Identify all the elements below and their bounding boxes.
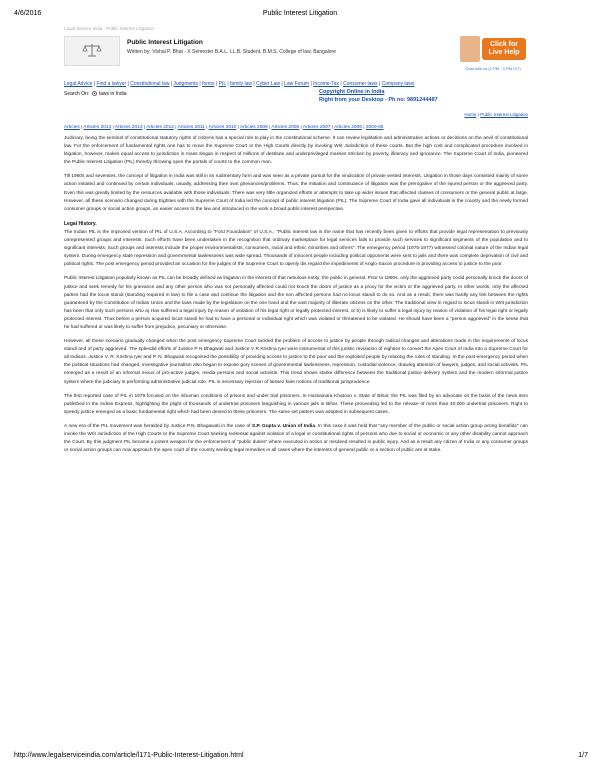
search-label: Search On: (64, 91, 90, 97)
support-avatar (460, 36, 480, 62)
breadcrumb-current[interactable]: Public Interest Litigation (480, 112, 528, 117)
article-link-2000-05[interactable]: 2000-05 (365, 125, 384, 130)
nav-link-constitutional[interactable]: Constitutional law (130, 81, 170, 87)
nav-link-find-lawyer[interactable]: Find a lawyer (96, 81, 127, 87)
chat-status[interactable]: Chat with us (2 PM - 9 PM IST) (465, 66, 521, 71)
author-line: Written by: Vishal P. Bhat - X Semester B.A.L. LL.B, Student, B.M.S. College of law, Bangalore (127, 49, 336, 55)
article-link-2014[interactable]: Articles 2014 (83, 125, 112, 130)
live-help-widget[interactable] (458, 34, 528, 78)
article-link-2008[interactable]: Articles 2008 (271, 125, 300, 130)
nav-link-income-tax[interactable]: Income-Tax (313, 81, 339, 87)
article-link-2011[interactable]: Articles 2011 (177, 125, 205, 130)
article-link-all[interactable]: Articles (64, 125, 80, 130)
nav-link-judgments[interactable]: Judgments (173, 81, 198, 87)
nav-link-cyber-law[interactable]: Cyber Law (256, 81, 280, 87)
breadcrumb-home[interactable]: Home (464, 112, 477, 117)
page-content (64, 26, 528, 461)
scales-icon (82, 43, 102, 57)
search-option-label: laws in India (99, 91, 127, 97)
paragraph-intro: Judiciary, being the sentinel of constitutional statutory rights of citizens has a special role to play in the constitutional scheme. It can review legislation and administrative actions or decisions on the anvil of constitutional law. For the enforcement of fundamental rights one has to move the Supreme Court or the High Courts directly by invoking Writ Jurisdiction of these courts. But the high cost and complicated procedure involved in litigation, however, makes equal access to jurisdiction in mass slogan in respect of millions of destitute and underprivileged masses stricken by poverty, illiteracy and ignorance. The Supreme Court of India, pioneered the Public Interest Litigation (PIL) thereby throwing open the portals of courts to the common man. (64, 136, 528, 166)
nav-link-pil[interactable]: PIL (218, 81, 226, 87)
nav-link-consumer-laws[interactable]: Consumer laws (343, 81, 378, 87)
live-help-button[interactable] (482, 38, 526, 60)
search-row (64, 88, 528, 108)
section-heading-legal-history: Legal History. (64, 220, 97, 227)
article-link-2013[interactable]: Articles 2013 (114, 125, 143, 130)
page-title: Public Interest Litigation (127, 39, 203, 46)
article-link-2012[interactable]: Articles 2012 (146, 125, 174, 130)
article-links: Articles | Articles 2014 | Articles 2013 | Articles 2012 | Articles 2011 | Articles 2010 | Articles 2009 | Articles 2008 | Articles 2007 | Articles 2006 | 2000-05 (64, 125, 384, 130)
paragraph-history-context: Till 1960s and seventies, the concept of litigation in India was still in its rudimentary form and was seen as a private pursuit for the vindication of private vested interests. Litigation in those days consisted mainly of some action initiated and continued by certain individuals, usually, addressing their own grievances/problems. Thus, the initiation and continuance of litigation was the prerogative of the injured person or the aggrieved party. Even this was greatly limited by the resources available with those individuals. There was very little organized efforts or attempts to take up wider issues that affected classes of consumers or the general public at large. However, all these scenario changed during Eighties with the Supreme Court of India led the concept of public interest litigation (PIL). The Supreme Court of India gave all individuals in the country and the newly formed consumer groups or social action groups, an easier access to the law and introduced in the work a broad public interest perspective. (64, 174, 528, 212)
paragraph-indian-pil: The Indian PIL is the improved version of PIL of U.S.A. According to "Ford Foundation" of U.S.A., "Public interest law is the name that has recently been given to efforts that provide legal representation to previously unrepresented groups and interests. Such efforts have been undertaken in the recognition that ordinary marketplace for legal services fails to provide such services to significant segments of the population and to significant interests. Such groups and interests include the proper environmentalists, consumers, racial and ethnic minorities and others". The emergency period (1975-1977) witnessed colonial nature of the Indian legal system. During emergency state repression and governmental lawlessness was wide spread. Thousands of innocent people including political opponents were sent to jails and there was complete deprivation of civil and political rights. The post emergency period provided an occasion for the judges of the Supreme Court to openly dis regard the impediments of Anglo-Saxon procedure in providing access to justice to the poor. (64, 229, 528, 268)
paragraph-post-emergency: However, all these scenario gradually changed when the post emergency Supreme Court tackled the problem of access to justice by people through radical changes and alterations made in the requirements of locus standi and of party aggrieved. The splendid efforts of Justice P N Bhagwati and Justice V R Krishna Iyer were instrumental of this juristic revolution of eighties to convert the Apex Court of India into a Supreme Court for all Indians. Justice V. R. Krishna Iyer and P. N. Bhagwati recognised the possibility of providing access to justice to the poor and the exploited people by relaxing the rules of standing. In the post-emergency period when the political situations had changed, investigative journalism also began to expose gory scenes of governmental lawlessness, repression, custodial violence, drawing attention of lawyers, judges, and social activists. PIL emerged as a result of an informal nexus of pro-active judges, media persons and social activists. This trend shows starke difference between the traditional justice delivery system and the modern informal justice system where the judiciary is performing administrative judicial role. PIL is necessary rejection of laissez faire notions of traditional jurisprudence. (64, 339, 528, 385)
paragraph-new-era (64, 423, 528, 455)
print-title: Public Interest Litigation (262, 10, 338, 17)
copyright-link[interactable]: Copyright Online in India (319, 89, 385, 95)
paragraph-first-case: The first reported case of PIL in 1979 focused on the inhuman conditions of prisons and under trial prisoners. In Hussainara Khatoon v. State of Bihar, the PIL was filed by an advocate on the basis of the news item published in the Indian Express, highlighting the plight of thousands of undertrial prisoners languishing in various jails in Bihar. These proceeding led to the release of more than 40,000 undertrial prisoners. Right to speedy justice emerged as a basic fundamental right which had been denied to these prisoners. The same set pattern was adopted in subsequent cases. (64, 393, 528, 415)
nav-link-company-laws[interactable]: Company laws (381, 81, 415, 87)
print-url: http://www.legalserviceindia.com/article/l171-Public-Interest-Litigation.html (14, 752, 244, 759)
site-header (64, 34, 528, 80)
site-logo[interactable] (64, 36, 120, 66)
live-help-line1: Click for (489, 41, 518, 48)
nav-link-legal-advice[interactable]: Legal Advice (64, 81, 93, 87)
print-page-number: 1/7 (578, 752, 588, 759)
main-nav: Legal Advice | Find a lawyer | Constitutional law | Judgments | forms | PIL | family law | Cyber Law | Law Forum | Income-Tax | Consumer laws | Company laws (64, 81, 415, 87)
nav-link-family-law[interactable]: family law (230, 81, 252, 87)
live-help-line2: Live Help (488, 49, 520, 56)
breadcrumb-sep: \ (477, 112, 479, 117)
search-radio[interactable] (92, 91, 97, 96)
article-body (64, 135, 528, 455)
article-link-2007[interactable]: Articles 2007 (302, 125, 331, 130)
article-link-2009[interactable]: Articles 2009 (239, 125, 268, 130)
new-era-text-a: A new era of the PIL movement was heralded by Justice P.N. Bhagawati in the case of (64, 423, 253, 429)
print-date: 4/6/2016 (14, 10, 42, 17)
breadcrumb (64, 112, 528, 124)
phone-link[interactable]: Right from your Desktop - Ph no: 9891244487 (319, 97, 438, 103)
new-era-text-c: . In this case it was held that "any member of the public or social action group acting bonafide" can invoke the Writ Jurisdiction of the High Courts or the Supreme Court seeking redressal against violation of a legal or constitutional rights of persons who due to social or economic or any other disability cannot approach the Court. By this judgment PIL became a potent weapon for the enforcement of "public duties" where executed in action or misdeed resulted in public injury. And as a result any citizen of India or any consumer groups or social action groups can now approach the apex court of the country seeking legal remedies in all cases where the interests of general public or a section of public are at stake. (64, 423, 528, 454)
nav-link-law-forum[interactable]: Law Forum (284, 81, 310, 87)
paragraph-locus-standi: Public Interest Litigation popularly known as PIL can be broadly defined as litigation in the interest of that nebulous entity: the public in general. Prior to 1980s, only the aggrieved party could personally knock the doors of justice and seek remedy for his grievance and any other person who was not personally affected could not knock the doors of justice as a proxy for the victim or the aggrieved party. In other words, only the affected parties had the locus standi (standing required in law) to file a case and continue the litigation and the non affected persons had no locus standi to do so. And as a result, there was hardly any link between the rights guaranteed by the Constitution of Indian Union and the laws made by the legislature on the one hand and the vast majority of illiterate citizens on the other. The traditional view in regard to locus standi in Writ jurisdiction has been that only such persons who a) Has suffered a legal injury by reason of violation of his legal right or legally protected interest, or b) is likely to suffer a legal injury by reason of violation of his legal right or legally protected interest. Thus before a person acquired locus standi he had to have a personal or individual right which was violated or threatened to be violated. He should have been a "person aggrieved" in the sense that he had suffered or was likely to suffer from prejudice, pecuniary or otherwise. (64, 276, 528, 330)
article-link-2006[interactable]: Articles 2006 (334, 125, 362, 130)
article-link-2010[interactable]: Articles 2010 (208, 125, 237, 130)
case-name-sp-gupta: S.P. Gupta v. Union of India (252, 423, 316, 429)
print-footer (0, 752, 600, 762)
nav-link-forms[interactable]: forms (202, 81, 215, 87)
print-header (0, 10, 600, 20)
breadcrumb-top: Legal Service India - Public Interest Litigation (64, 26, 155, 31)
